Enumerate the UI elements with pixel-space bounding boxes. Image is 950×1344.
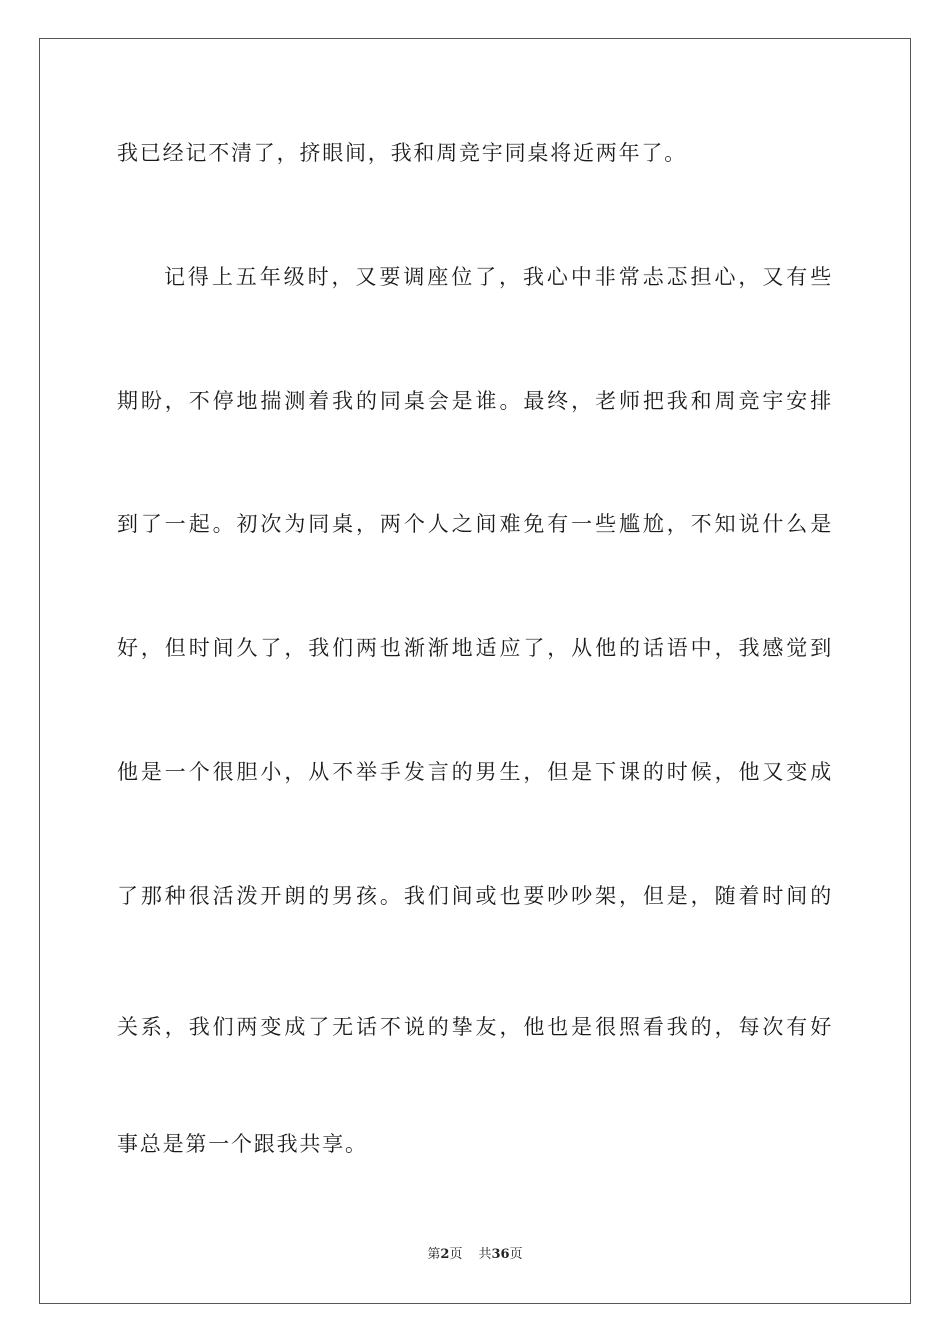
footer-total-number: 36 — [491, 1247, 510, 1262]
footer-total-suffix: 页 — [509, 1247, 523, 1262]
text-line-1: 我已经记不清了，挤眼间，我和周竞宇同桌将近两年了。 — [117, 141, 687, 165]
text-line-5: 好，但时间久了，我们两也渐渐地适应了，从他的话语中，我感觉到 — [117, 636, 833, 660]
footer-page-number: 2 — [440, 1247, 450, 1262]
text-line-8: 关系，我们两变成了无话不说的挚友，他也是很照看我的，每次有好 — [117, 1015, 833, 1039]
footer-page-prefix: 第 — [427, 1247, 441, 1262]
page-border — [39, 38, 911, 1304]
text-line-2: 记得上五年级时，又要调座位了，我心中非常忐忑担心，又有些 — [164, 265, 833, 289]
footer-total-prefix: 共 — [478, 1247, 492, 1262]
text-line-6: 他是一个很胆小，从不举手发言的男生，但是下课的时候，他又变成 — [117, 760, 833, 784]
footer-page-suffix: 页 — [449, 1247, 463, 1262]
text-line-4: 到了一起。初次为同桌，两个人之间难免有一些尴尬，不知说什么是 — [117, 512, 833, 536]
text-line-9: 事总是第一个跟我共享。 — [117, 1132, 368, 1156]
text-line-3: 期盼，不停地揣测着我的同桌会是谁。最终，老师把我和周竞宇安排 — [117, 389, 833, 413]
text-line-7: 了那种很活泼开朗的男孩。我们间或也要吵吵架，但是，随着时间的 — [117, 884, 833, 908]
page-footer — [0, 1246, 950, 1264]
